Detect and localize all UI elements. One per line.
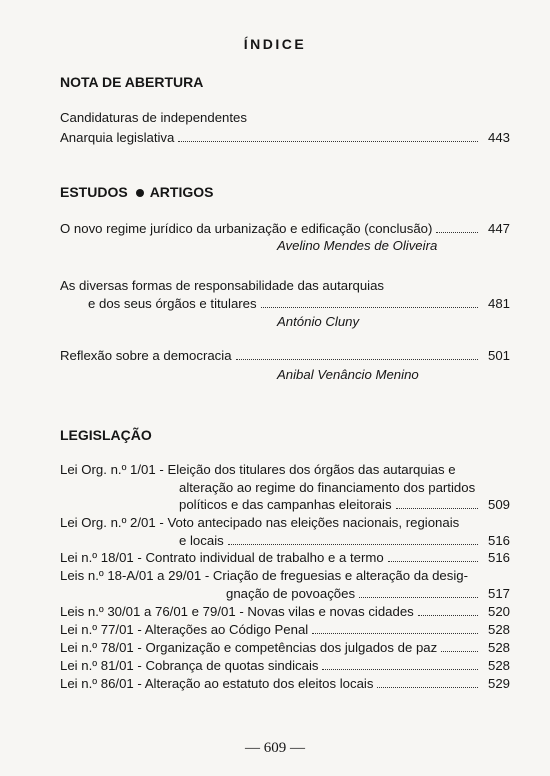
section-heading-estudos-a: ESTUDOS [60,184,128,200]
toc-entry-text: Reflexão sobre a democracia [60,348,232,363]
toc-entry-text: Lei Org. n.º 2/01 - Voto antecipado nas eleições nacionais, regionais [60,515,460,530]
toc-entry [60,674,510,693]
toc-entry [60,620,510,639]
page-number-footer: — 609 — [245,740,305,756]
dot-leader [396,508,478,509]
dot-leader [388,561,478,562]
dot-leader [236,359,478,360]
page-number: 516 [487,533,510,548]
toc-entry-text: Leis n.º 18-A/01 a 29/01 - Criação de freguesias e alteração da desig- [60,568,469,583]
dot-leader [322,669,478,670]
dot-leader [228,544,478,545]
toc-entry [88,294,510,313]
section-heading-legislacao: LEGISLAÇÃO [60,427,152,443]
section-heading-nota: NOTA DE ABERTURA [60,74,204,90]
toc-entry-text: As diversas formas de responsabilidade das autarquias [60,278,385,293]
toc-entry-text: Lei n.º 86/01 - Alteração ao estatuto dos eleitos locais [60,676,374,691]
toc-entry-line [60,108,510,127]
toc-entry-text: Lei n.º 77/01 - Alterações ao Código Penal [60,622,309,637]
toc-entry-text: alteração ao regime do financiamento dos partidos [179,480,476,495]
toc-entry [226,584,510,603]
toc-entry [60,128,510,147]
toc-entry-text: O novo regime jurídico da urbanização e edificação (conclusão) [60,221,433,236]
author-name: Avelino Mendes de Oliveira [277,238,438,253]
toc-entry-text: gnação de povoações [226,586,356,601]
toc-entry-line [60,513,510,532]
toc-entry-text: Lei n.º 78/01 - Organização e competências dos julgados de paz [60,640,438,655]
page-number: 528 [487,658,510,673]
toc-entry-line [60,460,510,479]
toc-entry [60,638,510,657]
dot-leader [359,597,478,598]
toc-entry [60,346,510,365]
page-number: 528 [487,622,510,637]
dot-leader [178,141,478,142]
toc-entry [60,219,510,238]
toc-entry [179,495,510,514]
dot-leader [418,615,478,616]
page-number: 528 [487,640,510,655]
toc-entry [60,548,510,567]
dot-leader [261,307,478,308]
dot-leader [312,633,478,634]
toc-entry-text: Anarquia legislativa [60,130,175,145]
page-number: 501 [487,348,510,363]
page-number: 509 [487,497,510,512]
section-heading-estudos-b: ARTIGOS [149,184,214,200]
page-number: 520 [487,604,510,619]
section-heading-estudos [60,184,213,200]
toc-entry-line [60,276,510,295]
page-number: 447 [487,221,510,236]
author-name: António Cluny [277,314,360,329]
toc-entry [60,602,510,621]
page-number: 517 [487,586,510,601]
toc-entry [60,656,510,675]
toc-entry-text: Lei n.º 81/01 - Cobrança de quotas sindicais [60,658,319,673]
dot-leader [436,232,478,233]
dot-leader [441,651,478,652]
dot-leader [377,687,478,688]
toc-entry-text: e locais [179,533,224,548]
page-number: 481 [487,296,510,311]
toc-entry-text: Leis n.º 30/01 a 76/01 e 79/01 - Novas vilas e novas cidades [60,604,414,619]
toc-entry-text: Candidaturas de independentes [60,110,247,125]
toc-entry-text: Lei n.º 18/01 - Contrato individual de trabalho e a termo [60,550,384,565]
toc-entry-text: e dos seus órgãos e titulares [88,296,257,311]
page-number: 443 [487,130,510,145]
toc-entry-text: políticos e das campanhas eleitorais [179,497,392,512]
page-number: 529 [487,676,510,691]
page-number: 516 [487,550,510,565]
author-name: Anibal Venâncio Menino [277,367,419,382]
page-title: ÍNDICE [243,36,307,52]
toc-entry-text: Lei Org. n.º 1/01 - Eleição dos titulares dos órgãos das autarquias e [60,462,456,477]
toc-entry-line [60,566,510,585]
bullet-icon [136,189,144,197]
